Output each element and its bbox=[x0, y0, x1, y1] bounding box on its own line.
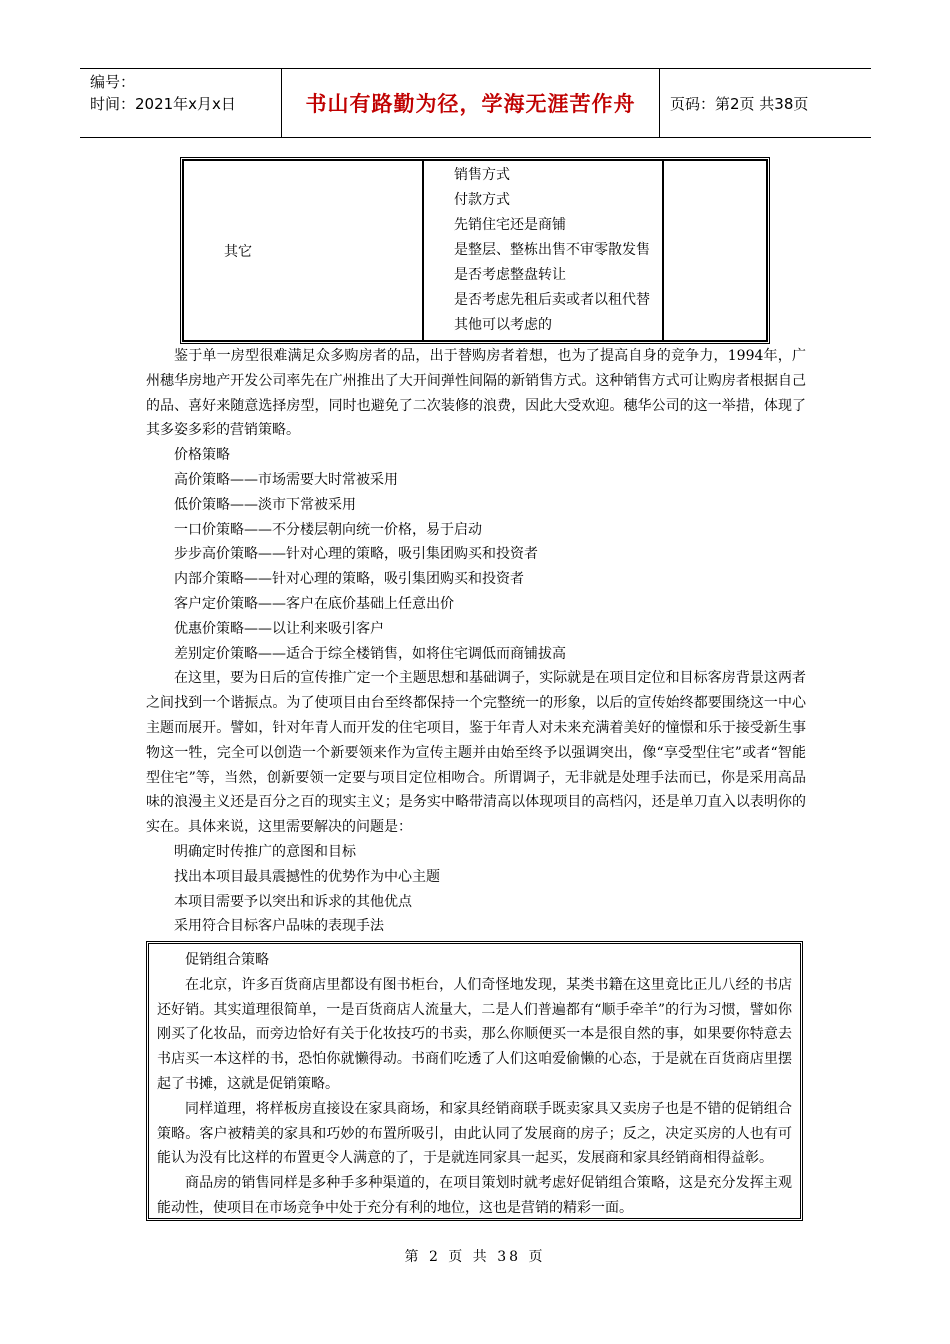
empty-cell bbox=[663, 160, 767, 341]
list-item: 是否考虑先租后卖或者以租代替 bbox=[454, 292, 650, 308]
items-cell bbox=[423, 160, 663, 341]
date-line: 时间：2021年x月x日 bbox=[90, 95, 236, 113]
list-item: 是整层、整栋出售不审零散发售 bbox=[454, 242, 650, 258]
list-item: 客户定价策略——客户在底价基础上任意出价 bbox=[174, 595, 454, 612]
list-item: 优惠价策略——以让利来吸引客户 bbox=[174, 620, 384, 637]
list-item: 内部介策略——针对心理的策略，吸引集团购买和投资者 bbox=[174, 571, 524, 588]
list-item: 明确定时传推广的意图和目标 bbox=[174, 843, 356, 860]
promotion-paragraph: 在这里，要为日后的宣传推广定一个主题思想和基础调子，实际就是在项目定位和目标客房背景这两者之间找到一个谐振点。为了使项目由台至终都保持一个完整统一的形象，以后的宣传始终都要围绕这一中心主题而展开。譬如，针对年青人而开发的住宅项目，鉴于年青人对未来充满着美好的憧憬和乐于接受新生事物这一牲，完全可以创造一个新要领来作为宣传主题并由始至终予以强调突出，像“享受型住宅”或者“智能型住宅”等，当然，创新要领一定要与项目定位相吻合。所谓调子，无非就是处理手法而已，你是采用高品味的浪漫主义还是百分之百的现实主义；是务实中略带清高以体现项目的高档闪，还是单刀直入以表明你的实在。具体来说，这里需要解决的问题是： bbox=[146, 670, 806, 836]
category-cell: 其它 bbox=[183, 160, 423, 341]
list-item: 销售方式 bbox=[454, 167, 510, 183]
promo-paragraph: 在北京，许多百货商店里都设有图书柜台，人们奇怪地发现，某类书籍在这里竟比正儿八经的书店还好销。其实道理很简单，一是百货商店人流量大，二是人们普遍都有“顺手牵羊”的行为习惯，譬如你刚买了化妆品，而旁边恰好有关于化妆技巧的书卖，那么你顺便买一本是很自然的事，如果要你特意去书店买一本这样的书，恐怕你就懒得动。书商们吃透了人们这咱爱偷懒的心态，于是就在百货商店里摆起了书摊，这就是促销策略。 bbox=[157, 976, 792, 1092]
list-item: 步步高价策略——针对心理的策略，吸引集团购买和投资者 bbox=[174, 546, 538, 563]
list-item: 先销住宅还是商铺 bbox=[454, 217, 566, 233]
list-item: 其他可以考虑的 bbox=[454, 317, 552, 333]
page-header bbox=[80, 68, 871, 138]
promo-paragraph: 商品房的销售同样是多种手多种渠道的，在项目策划时就考虑好促销组合策略，这是充分发挥主观能动性，使项目在市场竞争中处于充分有利的地位，这也是营销的精彩一面。 bbox=[157, 1175, 792, 1216]
promo-paragraph: 同样道理，将样板房直接设在家具商场，和家具经销商联手既卖家具又卖房子也是不错的促销组合策略。客户被精美的家具和巧妙的布置所吸引，由此认同了发展商的房子；反之，决定买房的人也有可能认为没有比这样的布置更令人满意的了，于是就连同家具一起买，发展商和家具经销商相得益彰。 bbox=[157, 1100, 792, 1167]
price-strategy-title: 价格策略 bbox=[174, 447, 230, 464]
list-item: 低价策略——淡市下常被采用 bbox=[174, 496, 356, 513]
intro-paragraph: 鉴于单一房型很难满足众多购房者的品，出于替购房者着想，也为了提高自身的竞争力，1994年，广州穗华房地产开发公司率先在广州推出了大开间弹性间隔的新销售方式。这种销售方式可让购房者根据自己的品、喜好来随意选择房型，同时也避免了二次装修的浪费，因此大受欢迎。穗华公司的这一举措，体现了其多姿多彩的营销策略。 bbox=[146, 348, 806, 439]
promo-mix-box bbox=[146, 941, 803, 1221]
other-options-table bbox=[180, 157, 770, 344]
header-meta bbox=[80, 69, 282, 137]
list-item: 差别定价策略——适合于综全楼销售，如将住宅调低而商铺拔高 bbox=[174, 645, 566, 662]
page-footer: 第 2 页 共 38 页 bbox=[404, 1249, 546, 1265]
list-item: 采用符合目标客户品味的表现手法 bbox=[174, 918, 384, 935]
table-row bbox=[183, 160, 767, 341]
number-label: 编号： bbox=[90, 73, 136, 91]
promo-box-title: 促销组合策略 bbox=[185, 952, 269, 968]
header-motto: 书山有路勤为径，学海无涯苦作舟 bbox=[282, 69, 660, 137]
list-item: 找出本项目最具震撼性的优势作为中心主题 bbox=[174, 868, 440, 885]
list-item: 是否考虑整盘转让 bbox=[454, 267, 566, 283]
list-item: 本项目需要予以突出和诉求的其他优点 bbox=[174, 893, 412, 910]
list-item: 一口价策略——不分楼层朝向统一价格，易于启动 bbox=[174, 521, 482, 538]
list-item: 高价策略——市场需要大时常被采用 bbox=[174, 471, 398, 488]
main-content bbox=[146, 344, 806, 939]
list-item: 付款方式 bbox=[454, 192, 510, 208]
header-page-info: 页码：第2页 共38页 bbox=[670, 94, 809, 113]
